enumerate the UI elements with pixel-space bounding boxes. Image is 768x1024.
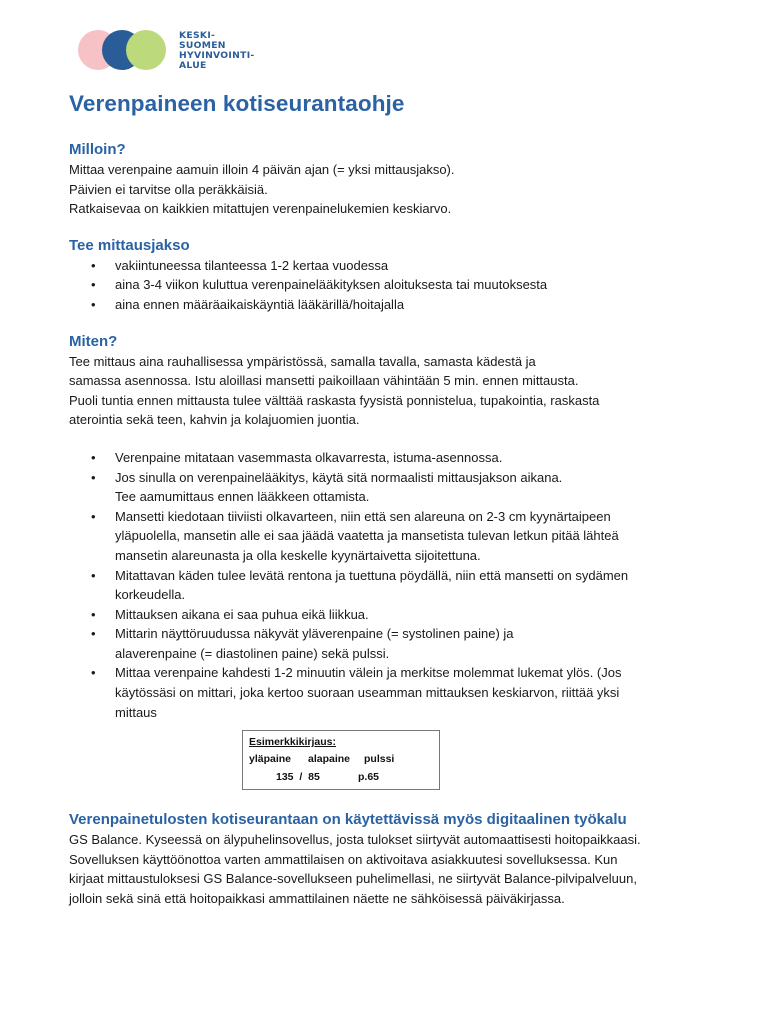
example-record-box [242,730,440,790]
logo-line: ALUE [179,60,207,71]
miten-list [69,448,719,722]
list-item-line: yläpuolella, mansetin alle ei saa jäädä vaatetta ja mansetista tulevan letkun pitää lähteä [115,528,619,544]
list-item: • aina 3-4 viikon kuluttua verenpainelääkityksen aloituksesta tai muutoksesta [69,275,719,295]
logo-line: SUOMEN [179,40,226,51]
list-item [69,468,719,507]
list-item-line: • Mittarin näyttöruudussa näkyvät yläverenpaine (= systolinen paine) ja [115,626,514,642]
example-header-diastolic: alapaine [308,753,351,766]
page-title: Verenpaineen kotiseurantaohje [69,91,405,116]
list-item [69,624,719,663]
section-heading-digi: Verenpainetulosten kotiseurantaan on käytettävissä myös digitaalinen työkalu [69,811,627,829]
tee-list [69,256,719,315]
milloin-line: Ratkaisevaa on kaikkien mitattujen verenpainelukemien keskiarvo. [69,201,452,217]
logo-line: HYVINVOINTI- [179,50,255,61]
digi-line: jolloin sekä sinä että hoitopaikkasi ammattilainen näette ne sähköisessä päiväkirjassa. [69,891,565,907]
organization-logo [78,30,278,74]
example-title: Esimerkkikirjaus: [249,736,336,749]
example-pressure-value: 135 / 85 [276,771,320,784]
list-item-line: • Mittauksen aikana ei saa puhua eikä liikkua. [115,606,369,622]
logo-text [179,31,255,71]
miten-line: aterointia sekä teen, kahvin ja kolajuomien juontia. [69,412,360,428]
miten-line: samassa asennossa. Istu aloillasi mansetti paikoillaan vähintään 5 min. ennen mittausta. [69,373,579,389]
digi-line: Sovelluksen käyttöönottoa varten ammattilaisen on aktivoitava asiakkuutesi sovelluksessa. Kun [69,851,618,867]
list-item-line: • Mitattavan käden tulee levätä rentona ja tuettuna pöydällä, niin että mansetti on sydämen [115,567,629,583]
list-item [69,663,719,722]
list-item [69,566,719,605]
list-item-line: • Mansetti kiedotaan tiiviisti olkavarteen, niin että sen alareuna on 2-3 cm kyynärtaipeen [115,508,611,524]
document-content [69,88,719,909]
miten-line: Puoli tuntia ennen mittausta tulee välttää raskasta fyysistä ponnistelua, tupakointia, raskasta [69,392,600,408]
milloin-line: Päivien ei tarvitse olla peräkkäisiä. [69,181,268,197]
example-header-pulse: pulssi [364,753,395,766]
list-item-line: • Verenpaine mitataan vasemmasta olkavarresta, istuma-asennossa. [115,449,503,465]
list-item-line: korkeudella. [115,587,186,603]
section-heading-tee: Tee mittausjakso [69,236,190,254]
list-item-line: mansetin alareunasta ja olla keskelle kyynärtaivetta sijoitettuna. [115,547,481,563]
logo-line: KESKI- [179,30,216,41]
list-item [69,507,719,566]
logo-circles-icon [78,30,174,70]
list-item-line: käytössäsi on mittari, joka kertoo suoraan useamman mittauksen keskiarvon, riittää yksi [115,685,620,701]
milloin-line: Mittaa verenpaine aamuin illoin 4 päivän ajan (= yksi mittausjakso). [69,162,455,177]
list-item-line: • Mittaa verenpaine kahdesti 1-2 minuutin välein ja merkitse molemmat lukemat ylös. (Jos [115,665,622,681]
list-item [69,605,719,625]
miten-line: Tee mittaus aina rauhallisessa ympäristössä, samalla tavalla, samasta kädestä ja [69,353,536,369]
list-item: • aina ennen määräaikaiskäyntiä lääkärillä/hoitajalla [69,295,719,315]
list-item: • vakiintuneessa tilanteessa 1-2 kertaa vuodessa [69,256,719,276]
list-item-line: alaverenpaine (= diastolinen paine) sekä pulssi. [115,645,390,661]
section-heading-miten: Miten? [69,332,118,350]
list-item-line: • Jos sinulla on verenpainelääkitys, käytä sitä normaalisti mittausjakson aikana. [115,469,563,485]
list-item-line: mittaus [115,704,157,720]
digi-line: kirjaat mittaustuloksesi GS Balance-sovellukseen puhelimellasi, ne siirtyvät Balance-pilvipalveluun, [69,871,637,887]
list-item-line: Tee aamumittaus ennen lääkkeen ottamista. [115,489,370,505]
list-item [69,448,719,468]
example-pulse-value: p.65 [358,771,380,784]
digi-line: GS Balance. Kyseessä on älypuhelinsovellus, josta tulokset siirtyvät automaattisesti hoitopaikkaasi. [69,832,641,848]
section-heading-milloin: Milloin? [69,141,126,158]
example-header-systolic: yläpaine [249,753,292,766]
